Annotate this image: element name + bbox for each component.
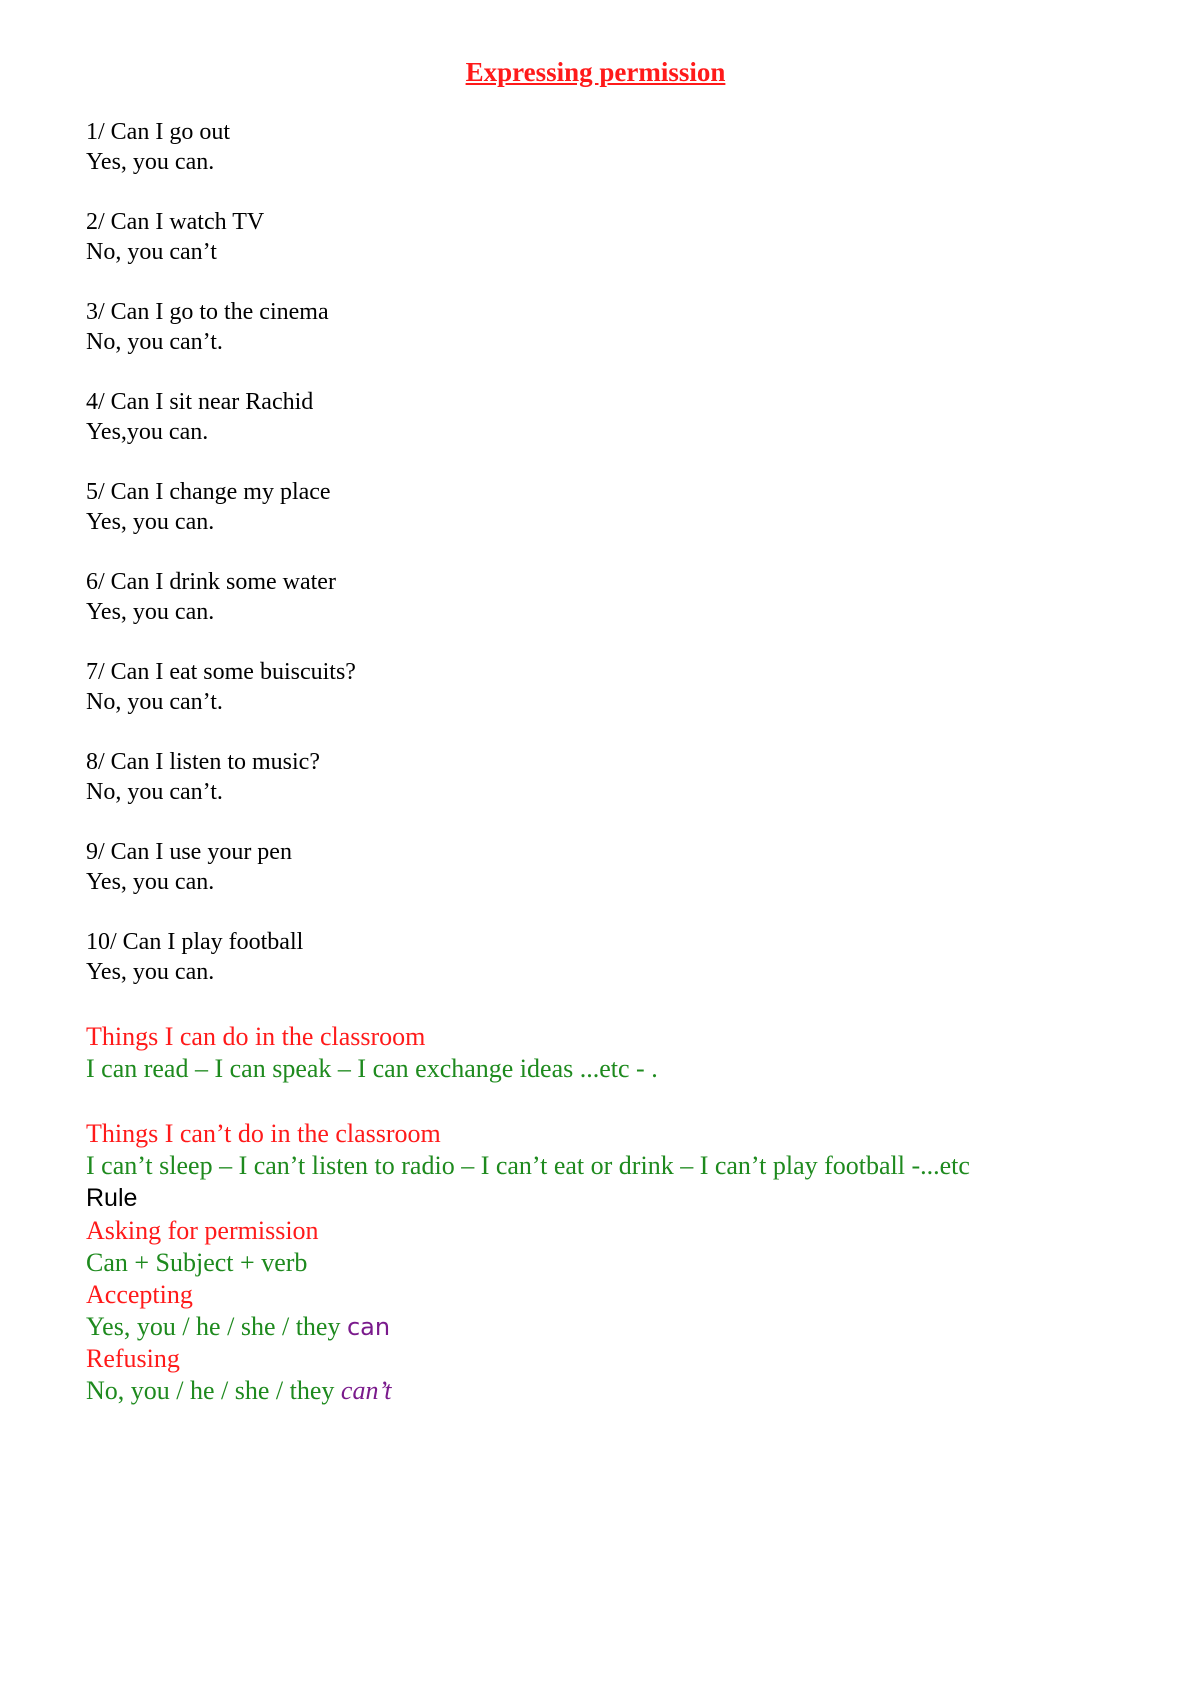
qa-answer: No, you can’t. bbox=[86, 329, 223, 355]
qa-item-1 bbox=[86, 117, 230, 177]
qa-item-9 bbox=[86, 837, 292, 897]
qa-item-2 bbox=[86, 207, 264, 267]
accepting-text: Yes, you / he / she / they bbox=[86, 1312, 347, 1341]
qa-item-4 bbox=[86, 387, 313, 447]
qa-answer: Yes, you can. bbox=[86, 869, 215, 895]
qa-answer: No, you can’t. bbox=[86, 689, 223, 715]
qa-answer: Yes, you can. bbox=[86, 509, 215, 535]
qa-answer: No, you can’t. bbox=[86, 779, 223, 805]
refusing-text: No, you / he / she / they bbox=[86, 1376, 341, 1405]
can-do-text: I can read – I can speak – I can exchange ideas ...etc - . bbox=[86, 1054, 658, 1083]
accepting-modal: can bbox=[346, 1313, 391, 1341]
qa-item-6 bbox=[86, 567, 336, 627]
accepting-heading: Accepting bbox=[86, 1280, 193, 1309]
rule-label: Rule bbox=[86, 1184, 138, 1212]
qa-question: 9/ Can I use your pen bbox=[86, 839, 292, 865]
can-do-heading: Things I can do in the classroom bbox=[86, 1022, 426, 1051]
qa-answer: Yes,you can. bbox=[86, 419, 209, 445]
qa-item-10 bbox=[86, 927, 303, 987]
qa-question: 3/ Can I go to the cinema bbox=[86, 299, 329, 325]
qa-question: 10/ Can I play football bbox=[86, 929, 304, 955]
qa-item-3 bbox=[86, 297, 329, 357]
asking-heading: Asking for permission bbox=[86, 1216, 319, 1245]
qa-answer: Yes, you can. bbox=[86, 599, 215, 625]
cant-do-text: I can’t sleep – I can’t listen to radio – I can’t eat or drink – I can’t play football -...etc bbox=[86, 1151, 970, 1180]
page-title: Expressing permission bbox=[465, 57, 726, 87]
qa-answer: Yes, you can. bbox=[86, 959, 215, 985]
asking-text: Can + Subject + verb bbox=[86, 1248, 308, 1277]
qa-question: 7/ Can I eat some buiscuits? bbox=[86, 659, 356, 685]
refusing-line bbox=[86, 1375, 391, 1407]
qa-answer: Yes, you can. bbox=[86, 149, 215, 175]
qa-item-5 bbox=[86, 477, 331, 537]
cant-do-heading: Things I can’t do in the classroom bbox=[86, 1119, 441, 1148]
qa-item-7 bbox=[86, 657, 356, 717]
qa-question: 8/ Can I listen to music? bbox=[86, 749, 320, 775]
accepting-line bbox=[86, 1311, 390, 1343]
qa-item-8 bbox=[86, 747, 320, 807]
qa-question: 2/ Can I watch TV bbox=[86, 209, 265, 235]
qa-question: 1/ Can I go out bbox=[86, 119, 230, 145]
qa-answer: No, you can’t bbox=[86, 239, 217, 265]
qa-question: 4/ Can I sit near Rachid bbox=[86, 389, 314, 415]
refusing-modal: can’t bbox=[340, 1376, 392, 1405]
qa-question: 6/ Can I drink some water bbox=[86, 569, 336, 595]
refusing-heading: Refusing bbox=[86, 1344, 180, 1373]
qa-question: 5/ Can I change my place bbox=[86, 479, 331, 505]
